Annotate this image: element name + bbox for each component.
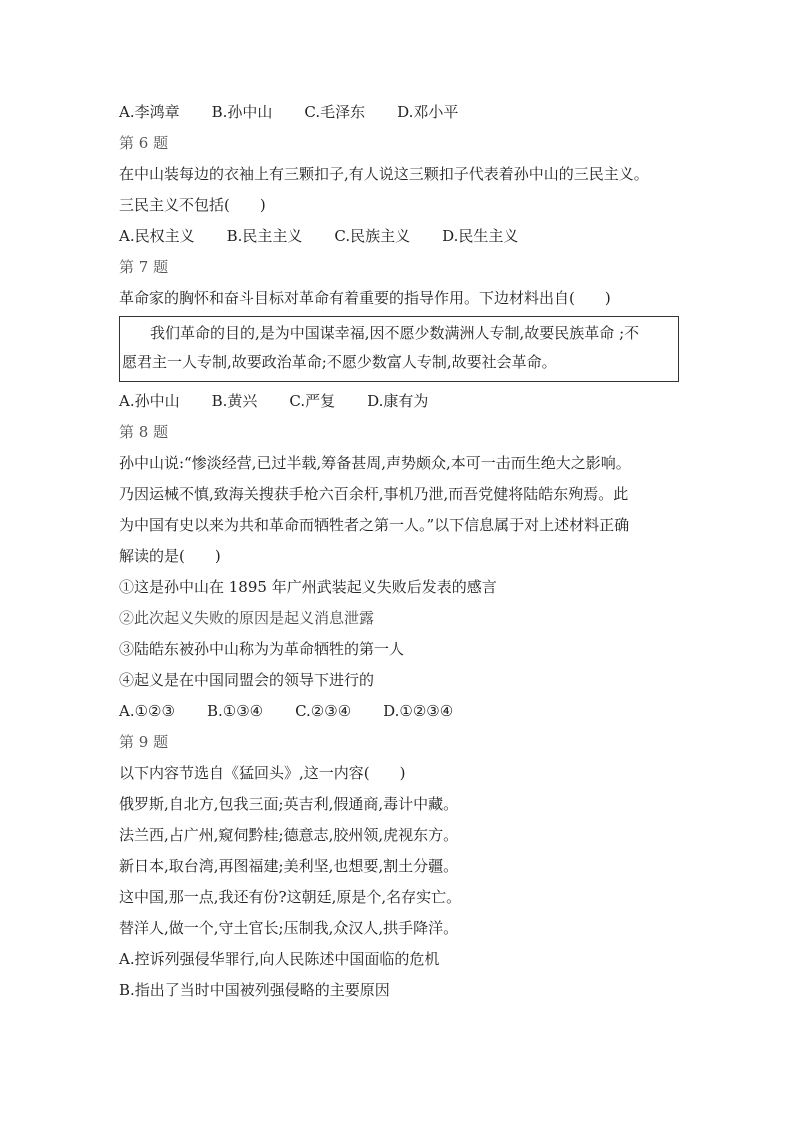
- q6-option-b: B.民主主义: [226, 227, 303, 245]
- q5-options: [119, 97, 679, 128]
- q6-option-a: A.民权主义: [119, 227, 195, 245]
- q7-option-d: D.康有为: [367, 392, 429, 410]
- q5-option-a: A.李鸿章: [119, 103, 180, 121]
- q7-option-b: B.黄兴: [211, 392, 258, 410]
- q6-heading: 第 6 题: [119, 134, 169, 152]
- q8-stem-line-4: 解读的是( ): [119, 547, 221, 565]
- q8-statement-4: ④起义是在中国同盟会的领导下进行的: [119, 671, 375, 689]
- q7-heading: 第 7 题: [119, 258, 169, 276]
- q6-stem-line-2: 三民主义不包括( ): [119, 196, 266, 214]
- q5-option-b: B.孙中山: [211, 103, 273, 121]
- q6-option-c: C.民族主义: [334, 227, 411, 245]
- q9-poem-line-4: 这中国,那一点,我还有份?这朝廷,原是个,名存实亡。: [119, 888, 462, 906]
- q7-quote-box: [119, 316, 679, 382]
- q8-statement-1: ①这是孙中山在 1895 年广州武装起义失败后发表的感言: [119, 578, 497, 596]
- q9-option-b: B.指出了当时中国被列强侵略的主要原因: [119, 981, 390, 999]
- q5-option-d: D.邓小平: [397, 103, 459, 121]
- q8-stem-line-1: 孙中山说:“惨淡经营,已过半载,筹备甚周,声势颇众,本可一击而生绝大之影响。: [119, 454, 631, 472]
- q8-options: [119, 696, 679, 727]
- q7-option-a: A.孙中山: [119, 392, 180, 410]
- q8-option-d: D.①②③④: [383, 702, 454, 720]
- q8-stem-line-2: 乃因运械不慎,致海关搜获手枪六百余杆,事机乃泄,而吾党健将陆皓东殉焉。此: [119, 485, 629, 503]
- q7-quote-line-1: 我们革命的目的,是为中国谋幸福,因不愿少数满洲人专制,故要民族革命 ;不: [150, 324, 640, 342]
- q8-option-a: A.①②③: [119, 702, 175, 720]
- q7-quote-line-2: 愿君主一人专制,故要政治革命;不愿少数富人专制,故要社会革命。: [122, 353, 557, 371]
- q9-poem-line-1: 俄罗斯,自北方,包我三面;英吉利,假通商,毒计中藏。: [119, 795, 459, 813]
- q5-option-c: C.毛泽东: [304, 103, 366, 121]
- q8-statement-2: ②此次起义失败的原因是起义消息泄露: [119, 609, 375, 627]
- q8-option-b: B.①③④: [206, 702, 264, 720]
- q9-option-a: A.控诉列强侵华罪行,向人民陈述中国面临的危机: [119, 950, 440, 968]
- q9-stem: 以下内容节选自《猛回头》,这一内容( ): [119, 764, 406, 782]
- q7-option-c: C.严复: [289, 392, 336, 410]
- q7-stem: 革命家的胸怀和奋斗目标对革命有着重要的指导作用。下边材料出自( ): [119, 289, 611, 307]
- q6-stem-line-1: 在中山装每边的衣袖上有三颗扣子,有人说这三颗扣子代表着孙中山的三民主义。: [119, 165, 649, 183]
- q6-option-d: D.民生主义: [442, 227, 519, 245]
- q8-option-c: C.②③④: [295, 702, 352, 720]
- q9-heading: 第 9 题: [119, 733, 169, 751]
- question-content: [119, 97, 679, 1006]
- q9-poem-line-5: 替洋人,做一个,守土官长;压制我,众汉人,拱手降洋。: [119, 919, 459, 937]
- q9-poem-line-3: 新日本,取台湾,再图福建;美利坚,也想要,割土分疆。: [119, 857, 459, 875]
- q9-poem-line-2: 法兰西,占广州,窥伺黔桂;德意志,胶州领,虎视东方。: [119, 826, 459, 844]
- q8-stem-line-3: 为中国有史以来为共和革命而牺牲者之第一人。”以下信息属于对上述材料正确: [119, 516, 630, 534]
- q8-statement-3: ③陆皓东被孙中山称为为革命牺牲的第一人: [119, 640, 405, 658]
- q7-options: [119, 386, 679, 417]
- q6-options: [119, 221, 679, 252]
- q8-heading: 第 8 题: [119, 423, 169, 441]
